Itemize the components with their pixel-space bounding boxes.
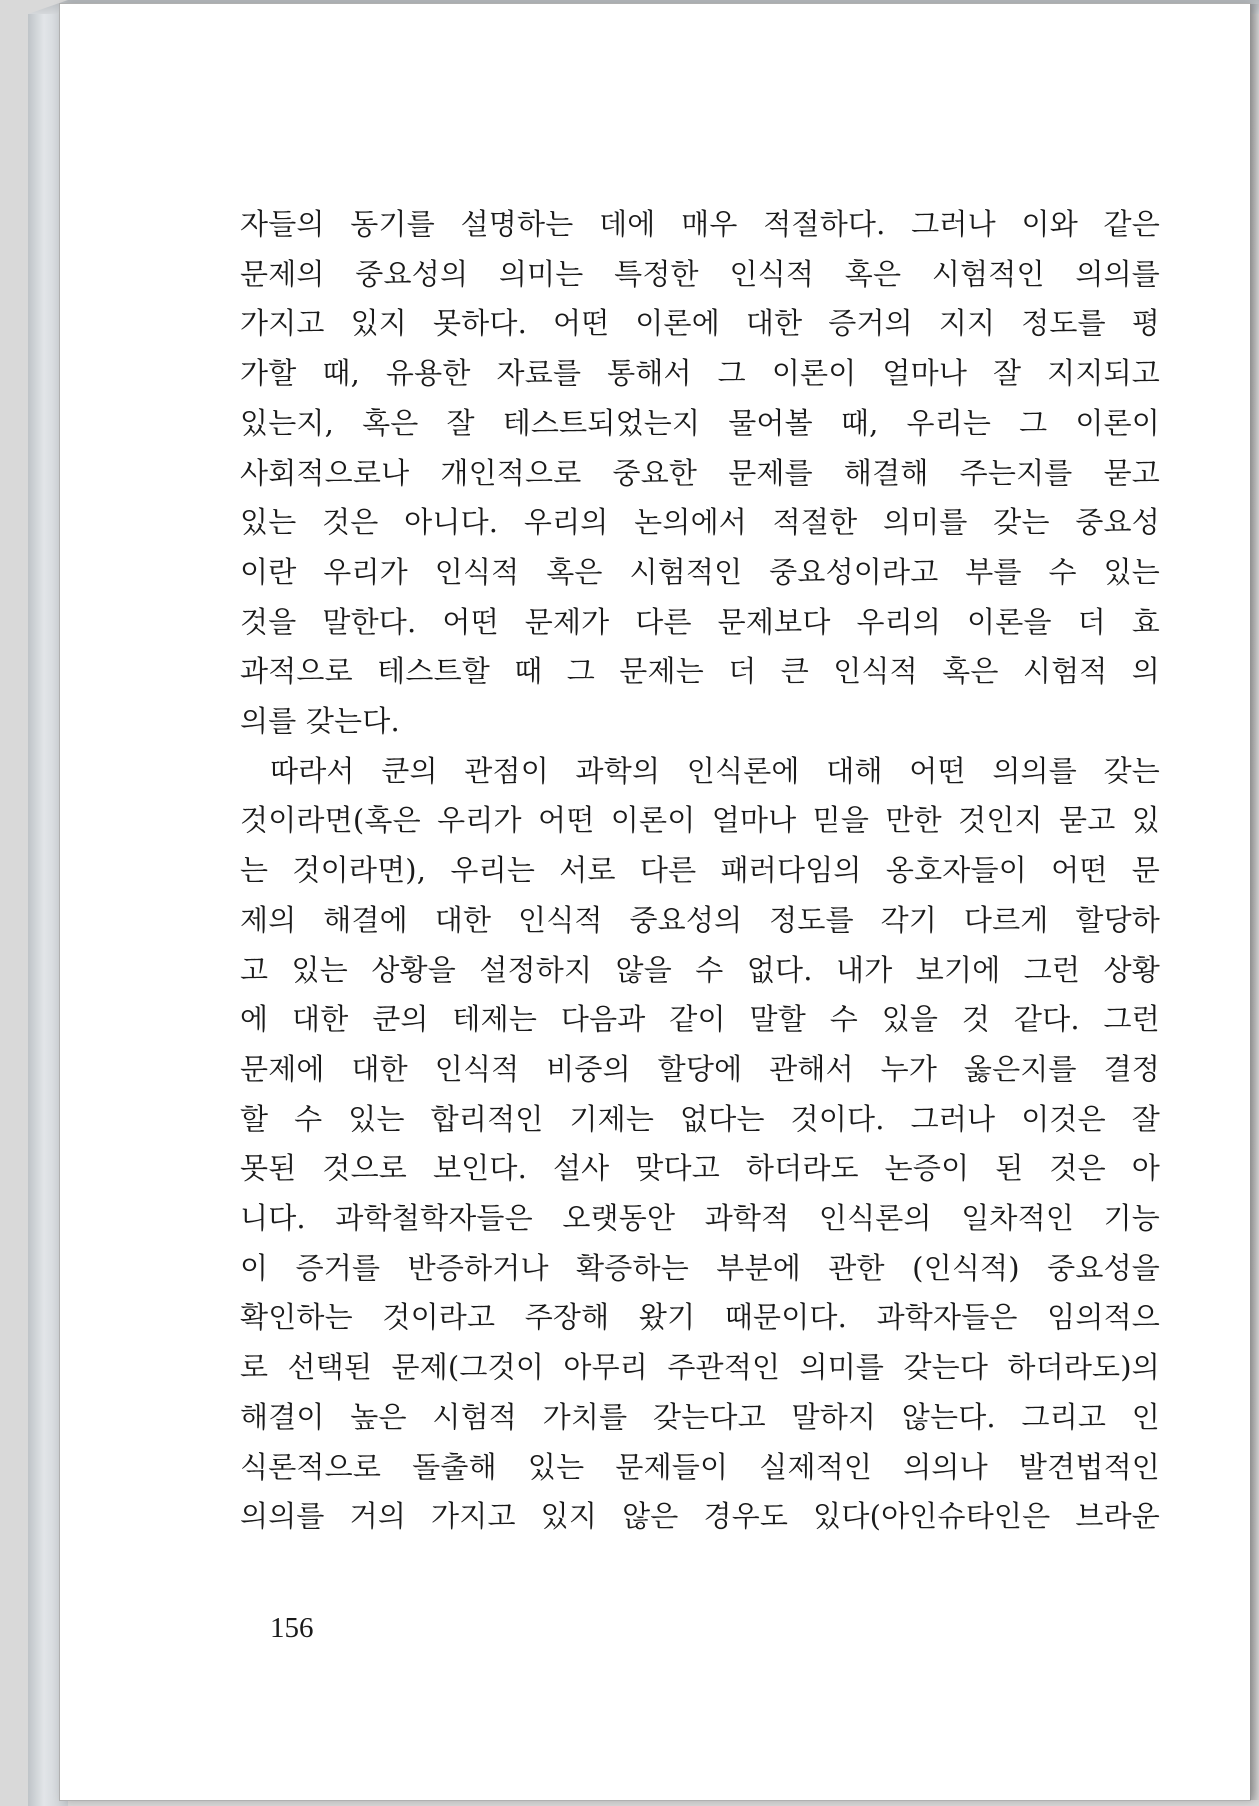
text-line: 자들의 동기를 설명하는 데에 매우 적절하다. 그러나 이와 같은 [240, 207, 1160, 241]
text-line: 것이라면(혹은 우리가 어떤 이론이 얼마나 믿을 만한 것인지 묻고 있 [240, 803, 1160, 838]
book-page [60, 4, 1250, 1800]
text-line: 니다. 과학철학자들은 오랫동안 과학적 인식론의 일차적인 기능 [240, 1201, 1160, 1236]
text-line: 이란 우리가 인식적 혹은 시험적인 중요성이라고 부를 수 있는 [240, 554, 1160, 589]
text-line: 과적으로 테스트할 때 그 문제는 더 큰 인식적 혹은 시험적 의 [240, 654, 1160, 689]
text-line: 사회적으로나 개인적으로 중요한 문제를 해결해 주는지를 묻고 [240, 455, 1160, 490]
text-line: 것을 말한다. 어떤 문제가 다른 문제보다 우리의 이론을 더 효 [240, 604, 1160, 639]
text-line: 확인하는 것이라고 주장해 왔기 때문이다. 과학자들은 임의적으 [240, 1300, 1160, 1335]
text-line: 에 대한 쿤의 테제는 다음과 같이 말할 수 있을 것 같다. 그런 [240, 1002, 1160, 1037]
text-line: 못된 것으로 보인다. 설사 맞다고 하더라도 논증이 된 것은 아 [240, 1151, 1160, 1186]
text-line: 제의 해결에 대한 인식적 중요성의 정도를 각기 다르게 할당하 [240, 902, 1160, 937]
text-line: 이 증거를 반증하거나 확증하는 부분에 관한 (인식적) 중요성을 [240, 1250, 1160, 1285]
text-line: 는 것이라면), 우리는 서로 다른 패러다임의 옹호자들이 어떤 문 [240, 853, 1160, 888]
text-line: 있는지, 혹은 잘 테스트되었는지 물어볼 때, 우리는 그 이론이 [240, 405, 1160, 440]
text-line: 해결이 높은 시험적 가치를 갖는다고 말하지 않는다. 그리고 인 [240, 1399, 1160, 1434]
text-line: 고 있는 상황을 설정하지 않을 수 없다. 내가 보기에 그런 상황 [240, 952, 1160, 987]
paragraph [240, 200, 1160, 747]
text-line: 가할 때, 유용한 자료를 통해서 그 이론이 얼마나 잘 지지되고 [240, 356, 1160, 391]
text-line: 할 수 있는 합리적인 기제는 없다는 것이다. 그러나 이것은 잘 [240, 1101, 1160, 1136]
text-line: 따라서 쿤의 관점이 과학의 인식론에 대해 어떤 의의를 갖는 [270, 753, 1160, 788]
text-line: 문제에 대한 인식적 비중의 할당에 관해서 누가 옳은지를 결정 [240, 1051, 1160, 1086]
text-line: 가지고 있지 못하다. 어떤 이론에 대한 증거의 지지 정도를 평 [240, 306, 1160, 341]
text-line: 로 선택된 문제(그것이 아무리 주관적인 의미를 갖는다 하더라도)의 [240, 1350, 1160, 1385]
text-line: 문제의 중요성의 의미는 특정한 인식적 혹은 시험적인 의의를 [240, 256, 1160, 291]
paragraph [240, 747, 1160, 1542]
page-number: 156 [270, 1612, 314, 1644]
body-text [240, 200, 1160, 1542]
text-line: 의의를 거의 가지고 있지 않은 경우도 있다(아인슈타인은 브라운 [240, 1499, 1160, 1534]
text-line: 식론적으로 돌출해 있는 문제들이 실제적인 의의나 발견법적인 [240, 1449, 1160, 1484]
text-line: 의를 갖는다. [240, 704, 400, 739]
text-line: 있는 것은 아니다. 우리의 논의에서 적절한 의미를 갖는 중요성 [240, 505, 1160, 540]
